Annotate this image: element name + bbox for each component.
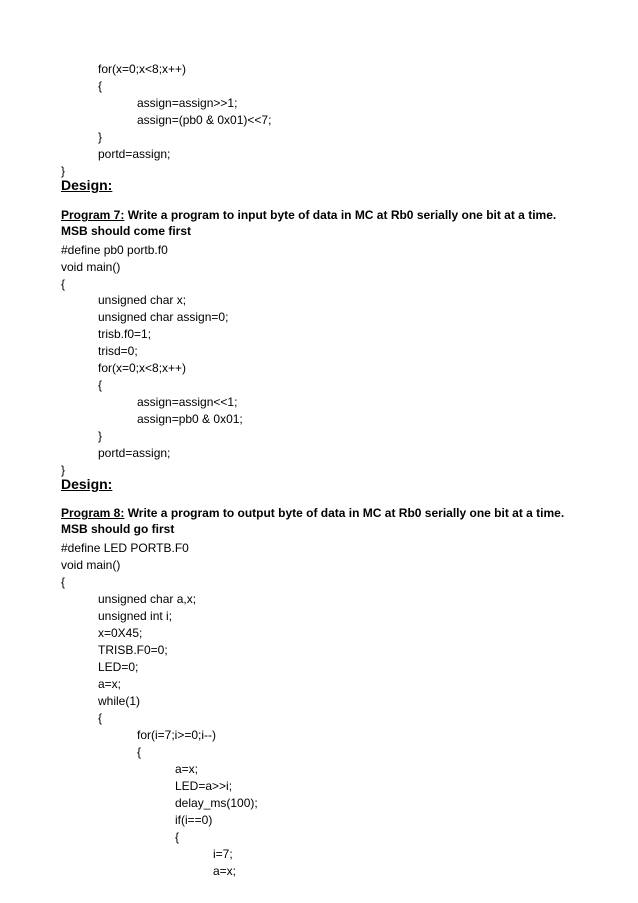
- code-line: trisb.f0=1;: [98, 327, 152, 341]
- code-line: LED=0;: [98, 660, 139, 674]
- code-line: delay_ms(100);: [175, 796, 258, 810]
- code-line: assign=pb0 & 0x01;: [137, 412, 243, 426]
- code-line: #define pb0 portb.f0: [61, 243, 168, 257]
- code-line: }: [98, 429, 103, 443]
- code-line: assign=assign>>1;: [137, 96, 238, 110]
- code-line: if(i==0): [175, 813, 213, 827]
- design-heading: Design:: [61, 177, 113, 193]
- code-line: void main(): [61, 558, 121, 572]
- code-line: {: [98, 378, 103, 392]
- code-line: x=0X45;: [98, 626, 143, 640]
- code-line: assign=(pb0 & 0x01)<<7;: [137, 113, 272, 127]
- code-line: {: [137, 745, 142, 759]
- code-line: {: [175, 830, 180, 844]
- program7-label: Program 7:: [61, 208, 125, 222]
- code-line: for(x=0;x<8;x++): [98, 62, 187, 76]
- code-line: i=7;: [213, 847, 233, 861]
- program7-description: Write a program to input byte of data in MC at Rb0 serially one bit at a time. MSB should come first: [61, 208, 557, 238]
- code-line: a=x;: [213, 864, 237, 878]
- code-line: }: [61, 164, 66, 178]
- code-line: unsigned int i;: [98, 609, 173, 623]
- code-line: for(i=7;i>=0;i--): [137, 728, 217, 742]
- code-line: }: [98, 130, 103, 144]
- program8-task: [61, 505, 581, 537]
- code-line: while(1): [98, 694, 141, 708]
- code-line: }: [61, 463, 66, 477]
- code-line: {: [61, 575, 66, 589]
- code-line: {: [61, 277, 66, 291]
- code-line: TRISB.F0=0;: [98, 643, 168, 657]
- program8-description: Write a program to output byte of data in MC at Rb0 serially one bit at a time. MSB should go first: [61, 506, 565, 536]
- code-line: assign=assign<<1;: [137, 395, 238, 409]
- code-line: portd=assign;: [98, 446, 171, 460]
- code-line: void main(): [61, 260, 121, 274]
- code-line: a=x;: [98, 677, 122, 691]
- code-line: unsigned char assign=0;: [98, 310, 229, 324]
- code-line: for(x=0;x<8;x++): [98, 361, 187, 375]
- code-line: a=x;: [175, 762, 199, 776]
- code-line: portd=assign;: [98, 147, 171, 161]
- program8-label: Program 8:: [61, 506, 125, 520]
- code-line: {: [98, 79, 103, 93]
- code-line: unsigned char a,x;: [98, 592, 197, 606]
- code-line: #define LED PORTB.F0: [61, 541, 189, 555]
- code-line: trisd=0;: [98, 344, 138, 358]
- code-line: {: [98, 711, 103, 725]
- program7-task: [61, 207, 581, 239]
- design-heading: Design:: [61, 476, 113, 492]
- code-line: unsigned char x;: [98, 293, 187, 307]
- code-line: LED=a>>i;: [175, 779, 233, 793]
